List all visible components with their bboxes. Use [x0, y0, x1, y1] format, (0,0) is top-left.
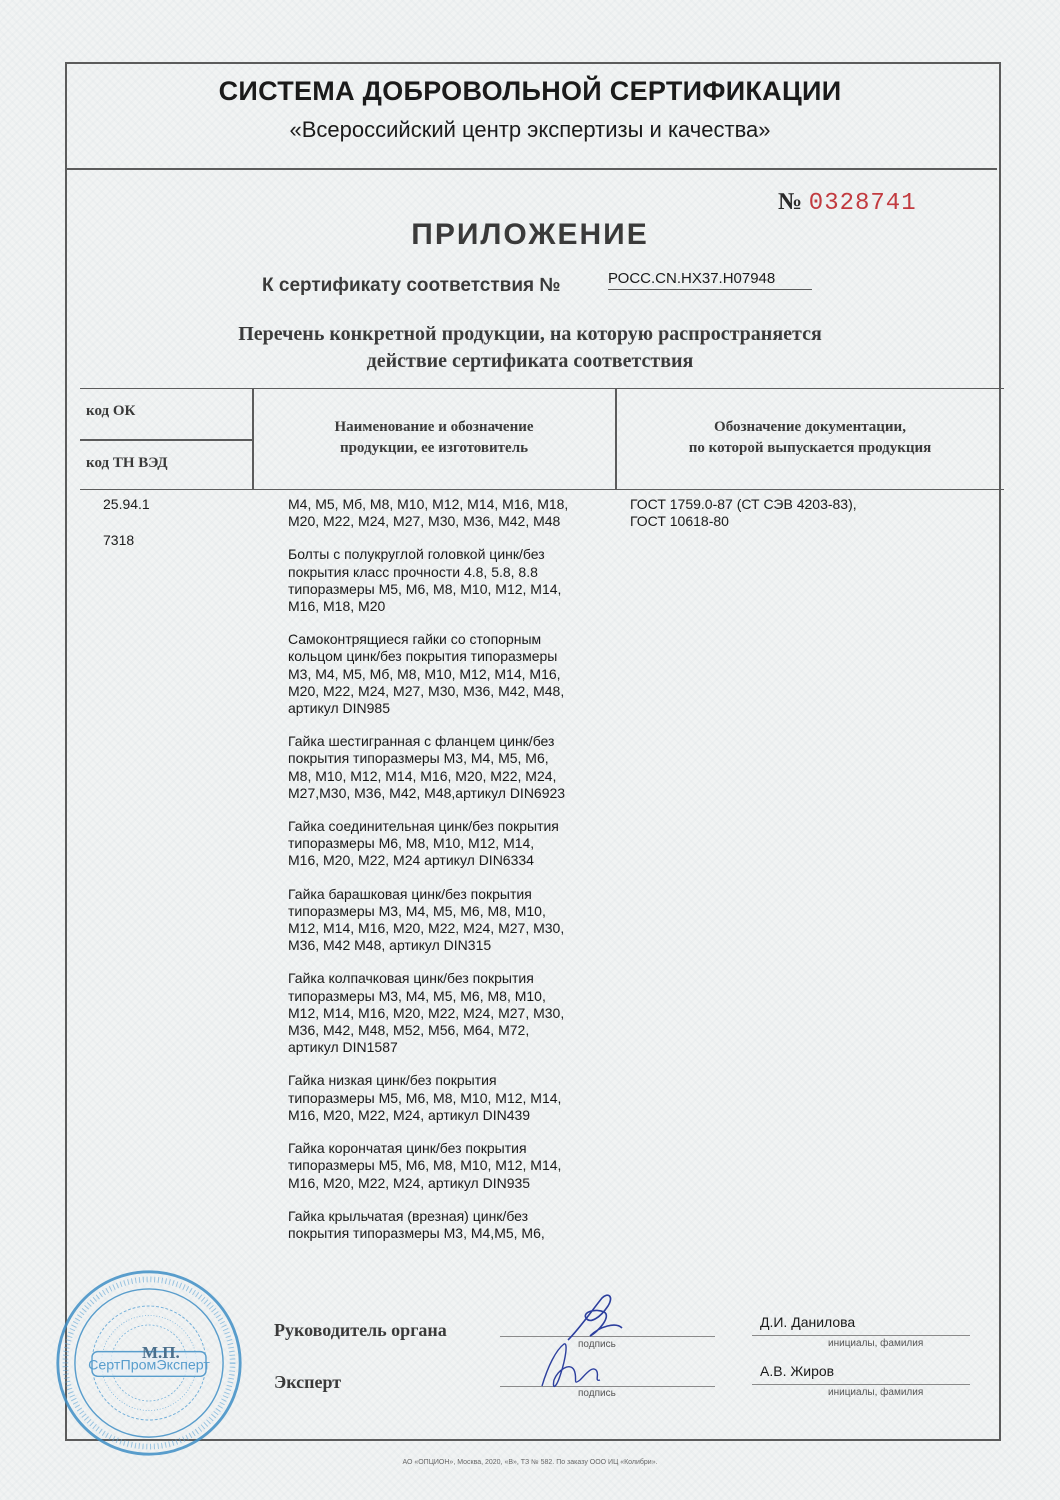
expert-label: Эксперт [274, 1372, 342, 1392]
expert-name: А.В. Жиров [760, 1363, 835, 1379]
certificate-ref-label: К сертификату соответствия № [262, 275, 561, 296]
name-line [752, 1384, 970, 1385]
header-docs-line1: Обозначение документации, [714, 419, 906, 435]
list-title-line2: действие сертификата соответствия [366, 350, 694, 372]
code-ok-value: 25.94.1 [103, 496, 150, 512]
row-divider [80, 439, 252, 441]
header-code-ok: код ОК [86, 403, 136, 419]
head-sign-caption: подпись [578, 1339, 616, 1350]
signature-line [500, 1386, 715, 1387]
expert-signature [536, 1336, 606, 1396]
head-label: Руководитель органа [274, 1320, 447, 1340]
product-item: Гайка шестигранная с фланцем цинк/без покрытия типоразмеры М3, М4, М5, М6, М8, М10, М12, М14, М16, М20, М22, М24, М27,М30, М36, М42, М48,артикул DIN6923 [288, 733, 566, 801]
product-item: Гайка соединительная цинк/без покрытия типоразмеры М6, М8, М10, М12, М14, М16, М20, М22, М24 артикул DIN6334 [288, 818, 559, 869]
product-list [288, 496, 618, 1258]
stamp-place-label: М.П. [142, 1343, 180, 1362]
system-subtitle: «Всероссийский центр экспертизы и качества» [289, 117, 771, 142]
header-code-tnved: код ТН ВЭД [86, 455, 168, 471]
list-title [0, 321, 1060, 375]
serial-value: 0328741 [808, 190, 917, 217]
header-product-name-line1: Наименование и обозначение [334, 419, 534, 435]
product-item: Гайка барашковая цинк/без покрытия типоразмеры М3, М4, М5, М6, М8, М10, М12, М14, М16, М20, М22, М24, М27, М30, М36, М42 М48, артикул DIN315 [288, 885, 565, 954]
seal-center-text: СертПромЭксперт [88, 1357, 210, 1374]
list-title-line1: Перечень конкретной продукции, на которую распространяется [238, 323, 822, 345]
product-item: М4, М5, Мб, М8, М10, М12, М14, М16, М18, М20, М22, М24, М27, М30, М36, М42, М48 [288, 496, 569, 530]
header-product-name-line2: продукции, ее изготовитель [339, 440, 529, 456]
expert-name-caption: инициалы, фамилия [828, 1387, 924, 1398]
print-footer: АО «ОПЦИОН», Москва, 2020, «В», ТЗ № 582. По заказу ООО ИЦ «Колибри». [402, 1459, 658, 1466]
document-title: ПРИЛОЖЕНИЕ [411, 218, 649, 251]
head-name: Д.И. Данилова [760, 1314, 856, 1330]
name-line [752, 1335, 970, 1336]
standards-list: ГОСТ 1759.0-87 (СТ СЭВ 4203-83), ГОСТ 10618-80 [630, 496, 857, 530]
product-item: Гайка низкая цинк/без покрытия типоразмеры М5, М6, М8, М10, М12, М14, М16, М20, М22, М24, артикул DIN439 [288, 1072, 562, 1123]
product-item: Болты с полукруглой головкой цинк/без покрытия класс прочности 4.8, 5.8, 8.8 типоразмеры М5, М6, М8, М10, М12, М14, М16, М18, М20 [288, 546, 562, 615]
serial-number [778, 188, 917, 217]
product-item: Гайка колпачковая цинк/без покрытия типоразмеры М3, М4, М5, М6, М8, М10, М12, М14, М16, М20, М22, М24, М27, М30, М36, М42, М48, М52, М56, М64, М72, артикул DIN1587 [288, 970, 565, 1056]
header-product-name [254, 417, 614, 459]
header-documentation [617, 417, 1003, 459]
official-seal [54, 1268, 244, 1458]
system-title: СИСТЕМА ДОБРОВОЛЬНОЙ СЕРТИФИКАЦИИ [218, 76, 842, 106]
certificate-ref-value: РОСС.CN.НХ37.Н07948 [608, 270, 812, 290]
serial-prefix: № [778, 189, 803, 215]
expert-sign-caption: подпись [578, 1388, 616, 1399]
product-item: Самоконтрящиеся гайки со стопорным кольцом цинк/без покрытия типоразмеры М3, М4, М5, Мб, М8, М10, М12, М14, М16, М20, М22, М24, М27, М30, М36, М42, М48, артикул DIN985 [288, 631, 565, 717]
header-docs-line2: по которой выпускается продукция [688, 440, 932, 456]
product-item: Гайка корончатая цинк/без покрытия типоразмеры М5, М6, М8, М10, М12, М14, М16, М20, М22, М24, артикул DIN935 [288, 1140, 562, 1191]
head-name-caption: инициалы, фамилия [828, 1338, 924, 1349]
table-header [80, 388, 1004, 490]
product-item: Гайка крыльчатая (врезная) цинк/без покрытия типоразмеры М3, М4,М5, М6, [288, 1207, 545, 1241]
code-tnved-value: 7318 [103, 532, 135, 548]
